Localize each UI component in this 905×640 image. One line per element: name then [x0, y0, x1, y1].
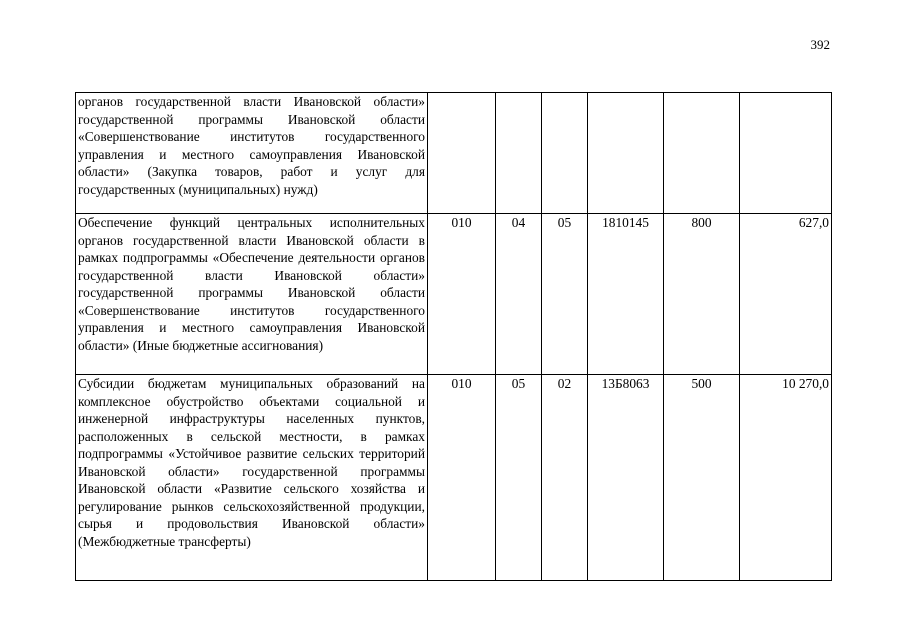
ministry-code: [428, 93, 496, 214]
section-code: 05: [496, 375, 542, 581]
target-article-code: 1810145: [588, 214, 664, 375]
amount-value: [740, 93, 832, 214]
subsection-code: 02: [542, 375, 588, 581]
expense-type-code: 500: [664, 375, 740, 581]
row-description: Обеспечение функций центральных исполнительных органов государственной власти Ивановской области в рамках подпрограммы «Обеспечение деятельности органов государственной власти Ивановской области» государственной программы Ивановской области «Совершенствование институтов государственного управления и местного самоуправления Ивановской области» (Иные бюджетные ассигнования): [76, 214, 428, 375]
target-article-code: 13Б8063: [588, 375, 664, 581]
table-row: [76, 214, 832, 375]
page-number: 392: [810, 37, 830, 52]
expense-type-code: 800: [664, 214, 740, 375]
budget-table: [75, 92, 832, 581]
row-description: Субсидии бюджетам муниципальных образований на комплексное обустройство объектами социальной и инженерной инфраструктуры населенных пунктов, расположенных в сельской местности, в рамках подпрограммы «Устойчивое развитие сельских территорий Ивановской области» государственной программы Ивановской области «Развитие сельского хозяйства и регулирование рынков сельскохозяйственной продукции, сырья и продовольствия Ивановской области» (Межбюджетные трансферты): [76, 375, 428, 581]
ministry-code: 010: [428, 214, 496, 375]
section-code: 04: [496, 214, 542, 375]
table-row: [76, 93, 832, 214]
target-article-code: [588, 93, 664, 214]
table-row: [76, 375, 832, 581]
subsection-code: 05: [542, 214, 588, 375]
subsection-code: [542, 93, 588, 214]
section-code: [496, 93, 542, 214]
amount-value: 627,0: [740, 214, 832, 375]
expense-type-code: [664, 93, 740, 214]
amount-value: 10 270,0: [740, 375, 832, 581]
ministry-code: 010: [428, 375, 496, 581]
row-description: органов государственной власти Ивановской области» государственной программы Ивановской области «Совершенствование институтов государственного управления и местного самоуправления Ивановской области» (Закупка товаров, работ и услуг для государственных (муниципальных) нужд): [76, 93, 428, 214]
